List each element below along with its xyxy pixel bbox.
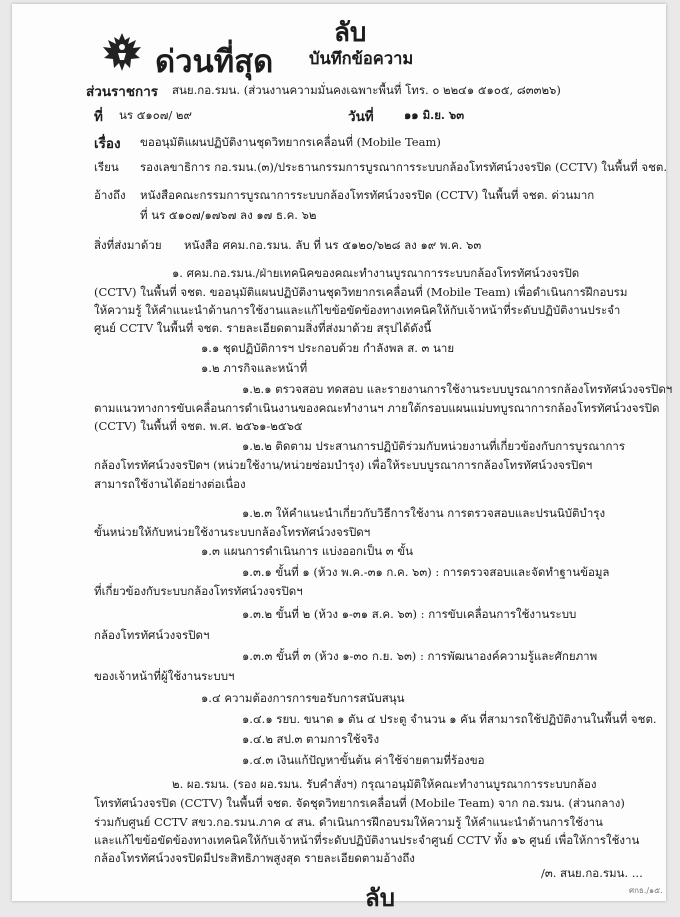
enclosure-value: หนังสือ ศคม.กอ.รมน. ลับ ที่ นร ๕๑๒๐/๖๒๘ ลง ๑๙ พ.ค. ๖๓ [184, 238, 482, 252]
body-line: ๑.๓.๒ ขั้นที่ ๒ (ห้วง ๑-๓๑ ส.ค. ๖๓) : การขับเคลื่อนการใช้งานระบบ [242, 607, 577, 621]
body-line: กล้องโทรทัศน์วงจรปิดฯ [94, 628, 210, 642]
body-line: ๑.๔ ความต้องการการขอรับการสนับสนุน [201, 691, 405, 705]
memo-title: บันทึกข้อความ [309, 49, 414, 68]
garuda-emblem-icon [100, 30, 144, 74]
classification-stamp-top: ลับ [334, 18, 367, 48]
reference-line: หนังสือคณะกรรมการบูรณาการระบบกล้องโทรทัศน์วงจรปิด (CCTV) ในพื้นที่ จชต. ด่วนมาก [140, 188, 595, 202]
classification-stamp-bottom: ลับ [365, 883, 395, 912]
enclosure-label: สิ่งที่ส่งมาด้วย [94, 238, 162, 252]
body-line: ร่วมกับศูนย์ CCTV สขว.กอ.รมน.ภาค ๔ สน. ดำเนินการฝึกอบรมให้ความรู้ ให้คำแนะนำด้านการใช้งาน [94, 815, 603, 829]
body-line: ๑.๔.๑ รยบ. ขนาด ๑ ตัน ๔ ประตู จำนวน ๑ คัน ที่สามารถใช้ปฏิบัติงานในพื้นที่ จชต. [242, 712, 657, 726]
body-line: ๑.๒.๓ ให้คำแนะนำเกี่ยวกับวิธีการใช้งาน การตรวจสอบและปรนนิบัติบำรุง [242, 506, 606, 520]
body-line: ๑.๒ ภารกิจและหน้าที่ [201, 361, 308, 375]
body-line: และแก้ไขข้อขัดข้องทางเทคนิคให้กับเจ้าหน้าที่ระดับปฏิบัติงานประจำศูนย์ CCTV ทั้ง ๑๖ ศูนย์ เพื่อให้การใช้งาน [94, 833, 640, 847]
body-line: ๑.๓.๓ ขั้นที่ ๓ (ห้วง ๑-๓๐ ก.ย. ๖๓) : การพัฒนาองค์ความรู้และศักยภาพ [242, 649, 598, 663]
body-line: ๒. ผอ.รมน. (รอง ผอ.รมน. รับคำสั่งฯ) กรุณาอนุมัติให้คณะทำงานบูรณาการระบบกล้อง [172, 777, 597, 791]
body-line: ตามแนวทางการขับเคลื่อนการดำเนินงานของคณะทำงานฯ ภายใต้กรอบแผนแม่บทบูรณาการกล้องโทรทัศน์วงจรปิด [94, 401, 660, 415]
body-line: ๑.๒.๒ ติดตาม ประสานการปฏิบัติร่วมกับหน่วยงานที่เกี่ยวข้องกับการบูรณาการ [242, 439, 626, 453]
body-line: ๑.๓.๑ ขั้นที่ ๑ (ห้วง พ.ค.-๓๑ ก.ค. ๖๓) : การตรวจสอบและจัดทำฐานข้อมูล [242, 565, 610, 579]
body-line: (CCTV) ในพื้นที่ จชต. ขออนุมัติแผนปฏิบัติงานชุดวิทยากรเคลื่อนที่ (Mobile Team) เพื่อดำเนินการฝึกอบรม [94, 285, 628, 299]
ref-value: นร ๕๑๐๗/ ๒๙ [119, 108, 192, 122]
reference-line: ที่ นร ๕๑๐๗/๑๗๖๗ ลง ๑๗ ธ.ค. ๖๒ [140, 208, 317, 222]
body-line: กล้องโทรทัศน์วงจรปิดฯ (หน่วยใช้งาน/หน่วยซ่อมบำรุง) เพื่อให้ระบบบูรณาการกล้องโทรทัศน์วงจรปิดฯ [94, 458, 593, 472]
body-line: (CCTV) ในพื้นที่ จชต. พ.ศ. ๒๕๖๑-๒๕๖๕ [94, 419, 303, 433]
to-label: เรียน [94, 160, 119, 174]
body-line: ๑.๓ แผนการดำเนินการ แบ่งออกเป็น ๓ ขั้น [201, 544, 414, 558]
body-line: โทรทัศน์วงจรปิด (CCTV) ในพื้นที่ จชต. จัดชุดวิทยากรเคลื่อนที่ (Mobile Team) จาก กอ.รมน. (ส่วนกลาง) [94, 796, 625, 810]
body-line: ๑. ศคม.กอ.รมน./ฝ่ายเทคนิคของคณะทำงานบูรณาการระบบกล้องโทรทัศน์วงจรปิด [172, 266, 580, 280]
continuation-marker: /๓. สนย.กอ.รมน. ... [541, 866, 643, 880]
body-line: ที่เกี่ยวข้องกับระบบกล้องโทรทัศน์วงจรปิดฯ [94, 584, 303, 598]
handwritten-note: ศกธ./๑๕. [629, 886, 663, 895]
body-line: สามารถใช้งานได้อย่างต่อเนื่อง [94, 477, 246, 491]
body-line: ให้ความรู้ ให้คำแนะนำด้านการใช้งานและแก้ไขข้อขัดข้องทางเทคนิคให้กับเจ้าหน้าที่ระดับปฏิบัติงานประจำ [94, 303, 621, 317]
date-value: ๑๑ มิ.ย. ๖๓ [404, 108, 465, 122]
date-label: วันที่ [348, 109, 374, 125]
body-line: กล้องโทรทัศน์วงจรปิดมีประสิทธิภาพสูงสุด รายละเอียดตามอ้างถึง [94, 851, 415, 865]
agency-value: สนย.กอ.รมน. (ส่วนงานความมั่นคงเฉพาะพื้นที่ โทร. ๐ ๒๒๔๑ ๕๑๐๕, ๘๓๓๒๖) [172, 83, 561, 97]
subject-label: เรื่อง [94, 136, 121, 152]
subject-value: ขออนุมัติแผนปฏิบัติงานชุดวิทยากรเคลื่อนที่ (Mobile Team) [140, 135, 441, 149]
body-line: ๑.๒.๑ ตรวจสอบ ทดสอบ และรายงานการใช้งานระบบบูรณาการกล้องโทรทัศน์วงจรปิดฯ [242, 382, 673, 396]
body-line: ๑.๔.๓ เงินแก้ปัญหาขั้นต้น ค่าใช้จ่ายตามที่ร้องขอ [242, 753, 485, 767]
ref-label: ที่ [94, 109, 103, 125]
body-line: ของเจ้าหน้าที่ผู้ใช้งานระบบฯ [94, 669, 235, 683]
agency-label: ส่วนราชการ [86, 84, 159, 100]
body-line: ๑.๑ ชุดปฏิบัติการฯ ประกอบด้วย กำลังพล ส. ๓ นาย [201, 341, 455, 355]
reference-label: อ้างถึง [94, 188, 126, 202]
body-line: ศูนย์ CCTV ในพื้นที่ จชต. รายละเอียดตามสิ่งที่ส่งมาด้วย สรุปได้ดังนี้ [94, 321, 432, 335]
document-page [12, 4, 673, 912]
body-line: ๑.๔.๒ สป.๓ ตามการใช้จริง [242, 732, 380, 746]
body-line: ขั้นหน่วยให้กับหน่วยใช้งานระบบกล้องโทรทัศน์วงจรปิดฯ [94, 525, 371, 539]
urgency-heading: ด่วนที่สุด [155, 44, 274, 80]
to-value: รองเลขาธิการ กอ.รมน.(๓)/ประธานกรรมการบูรณาการระบบกล้องโทรทัศน์วงจรปิด (CCTV) ในพื้นที่ จชต. [140, 160, 668, 174]
